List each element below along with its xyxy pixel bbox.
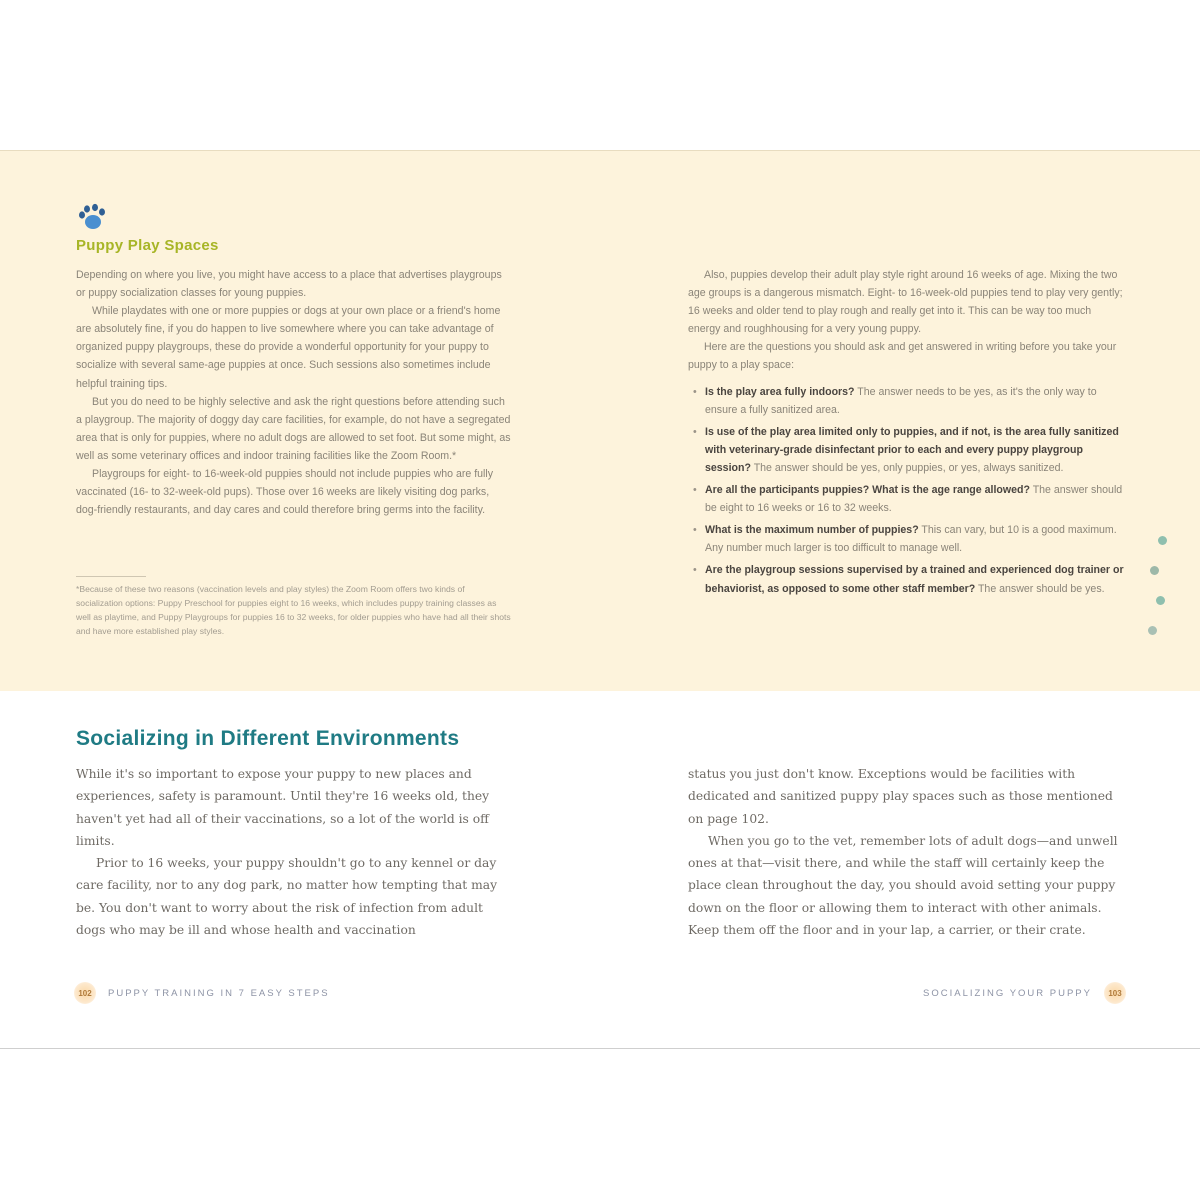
answer: The answer should be yes. xyxy=(975,582,1105,595)
paragraph: When you go to the vet, remember lots of adult dogs—and unwell ones at that—visit there, and while the staff will certainly keep the place clean throughout the day, you should avoid setting your puppy down on the floor or allowing them to interact with other animals. Keep them off the floor and in your lap, a carrier, or their crate. xyxy=(688,833,1118,938)
footnote: *Because of these two reasons (vaccination levels and play styles) the Zoom Room offers two kinds of socialization options: Puppy Preschool for puppies eight to 16 weeks, which includes puppy training classes as well as playtime, and Puppy Playgroups for puppies 16 to 32 weeks, for older puppies who have had all their shots and have more established play styles. xyxy=(76,584,511,636)
page-number: 103 xyxy=(1104,982,1126,1004)
list-item xyxy=(688,383,1124,419)
sidebar-right-column xyxy=(688,266,1124,602)
paragraph: Prior to 16 weeks, your puppy shouldn't go to any kennel or day care facility, nor to any dog park, no matter how tempting that may be. You don't want to worry about the risk of infection from adult dogs who may be ill and whose health and vaccination xyxy=(76,856,498,938)
paragraph: But you do need to be highly selective and ask the right questions before attending such a playgroup. The majority of doggy day care facilities, for example, do not have a segregated area that is only for puppies, where no adult dogs are allowed to set foot. But some might, as well as some veterinary offices and indoor training facilities like the Zoom Room.* xyxy=(76,395,511,462)
answer: The answer should be yes, only puppies, or yes, always sanitized. xyxy=(750,461,1064,474)
body-right-column xyxy=(688,763,1128,941)
section-title: Socializing in Different Environments xyxy=(76,727,460,750)
question: Is use of the play area limited only to puppies, and if not, is the area fully sanitized with veterinary-grade disinfectant prior to each and every puppy playgroup session? xyxy=(705,425,1119,474)
paragraph: status you just don't know. Exceptions would be facilities with dedicated and sanitized puppy play spaces such as those mentioned on page 102. xyxy=(688,767,1113,826)
list-item xyxy=(688,423,1124,477)
answer: The answer needs to be yes, as it's the only way to ensure a fully sanitized area. xyxy=(705,385,1097,416)
question: What is the maximum number of puppies? xyxy=(705,524,919,537)
paragraph: Here are the questions you should ask and get answered in writing before you take your puppy to a play space: xyxy=(688,341,1117,372)
left-footer xyxy=(74,982,330,1004)
sidebar-left-column xyxy=(76,266,512,519)
page-number: 102 xyxy=(74,982,96,1004)
paragraph: While playdates with one or more puppies or dogs at your own place or a friend's home are absolutely fine, if you do happen to live somewhere where you can take advantage of organized puppy playgroups, these do provide a wonderful opportunity for your puppy to socialize with several same-age puppies at once. Such sessions also sometimes include helpful training tips. xyxy=(76,305,501,390)
footnote-rule xyxy=(76,576,146,577)
paragraph: Depending on where you live, you might have access to a place that advertises playgroups or puppy socialization classes for young puppies. xyxy=(76,269,502,300)
answer: This can vary, but 10 is a good maximum. Any number much larger is too difficult to manage well. xyxy=(705,524,1117,555)
list-item xyxy=(688,481,1124,517)
paragraph: While it's so important to expose your puppy to new places and experiences, safety is paramount. Until they're 16 weeks old, they haven't yet had all of their vaccinations, so a lot of the world is off limits. xyxy=(76,767,490,848)
list-item xyxy=(688,561,1124,597)
list-item xyxy=(688,521,1124,557)
running-head: PUPPY TRAINING IN 7 EASY STEPS xyxy=(108,987,330,999)
sidebar-box xyxy=(0,150,1200,691)
paw-print-icon xyxy=(76,203,106,231)
answer: The answer should be eight to 16 weeks or 16 to 32 weeks. xyxy=(705,484,1123,515)
question: Are the playgroup sessions supervised by a trained and experienced dog trainer or behaviorist, as opposed to some other staff member? xyxy=(705,564,1124,595)
question: Is the play area fully indoors? xyxy=(705,385,855,398)
book-spread xyxy=(0,150,1200,1049)
question: Are all the participants puppies? What is the age range allowed? xyxy=(705,484,1030,497)
body-left-column xyxy=(76,763,516,941)
paragraph: Playgroups for eight- to 16-week-old puppies should not include puppies who are fully vaccinated (16- to 32-week-old pups). Those over 16 weeks are likely visiting dog parks, dog-friendly restaurants, and day cares and could therefore bring germs into the facility. xyxy=(76,468,494,517)
right-footer xyxy=(923,982,1126,1004)
paragraph: Also, puppies develop their adult play style right around 16 weeks of age. Mixing the two age groups is a dangerous mismatch. Eight- to 16-week-old puppies tend to play very gently; 16 weeks and older tend to play rough and really get into it. This can be way too much energy and roughhousing for a very young puppy. xyxy=(688,269,1123,336)
running-head: SOCIALIZING YOUR PUPPY xyxy=(923,987,1092,999)
questions-list xyxy=(688,383,1124,598)
sidebar-title: Puppy Play Spaces xyxy=(76,237,219,254)
